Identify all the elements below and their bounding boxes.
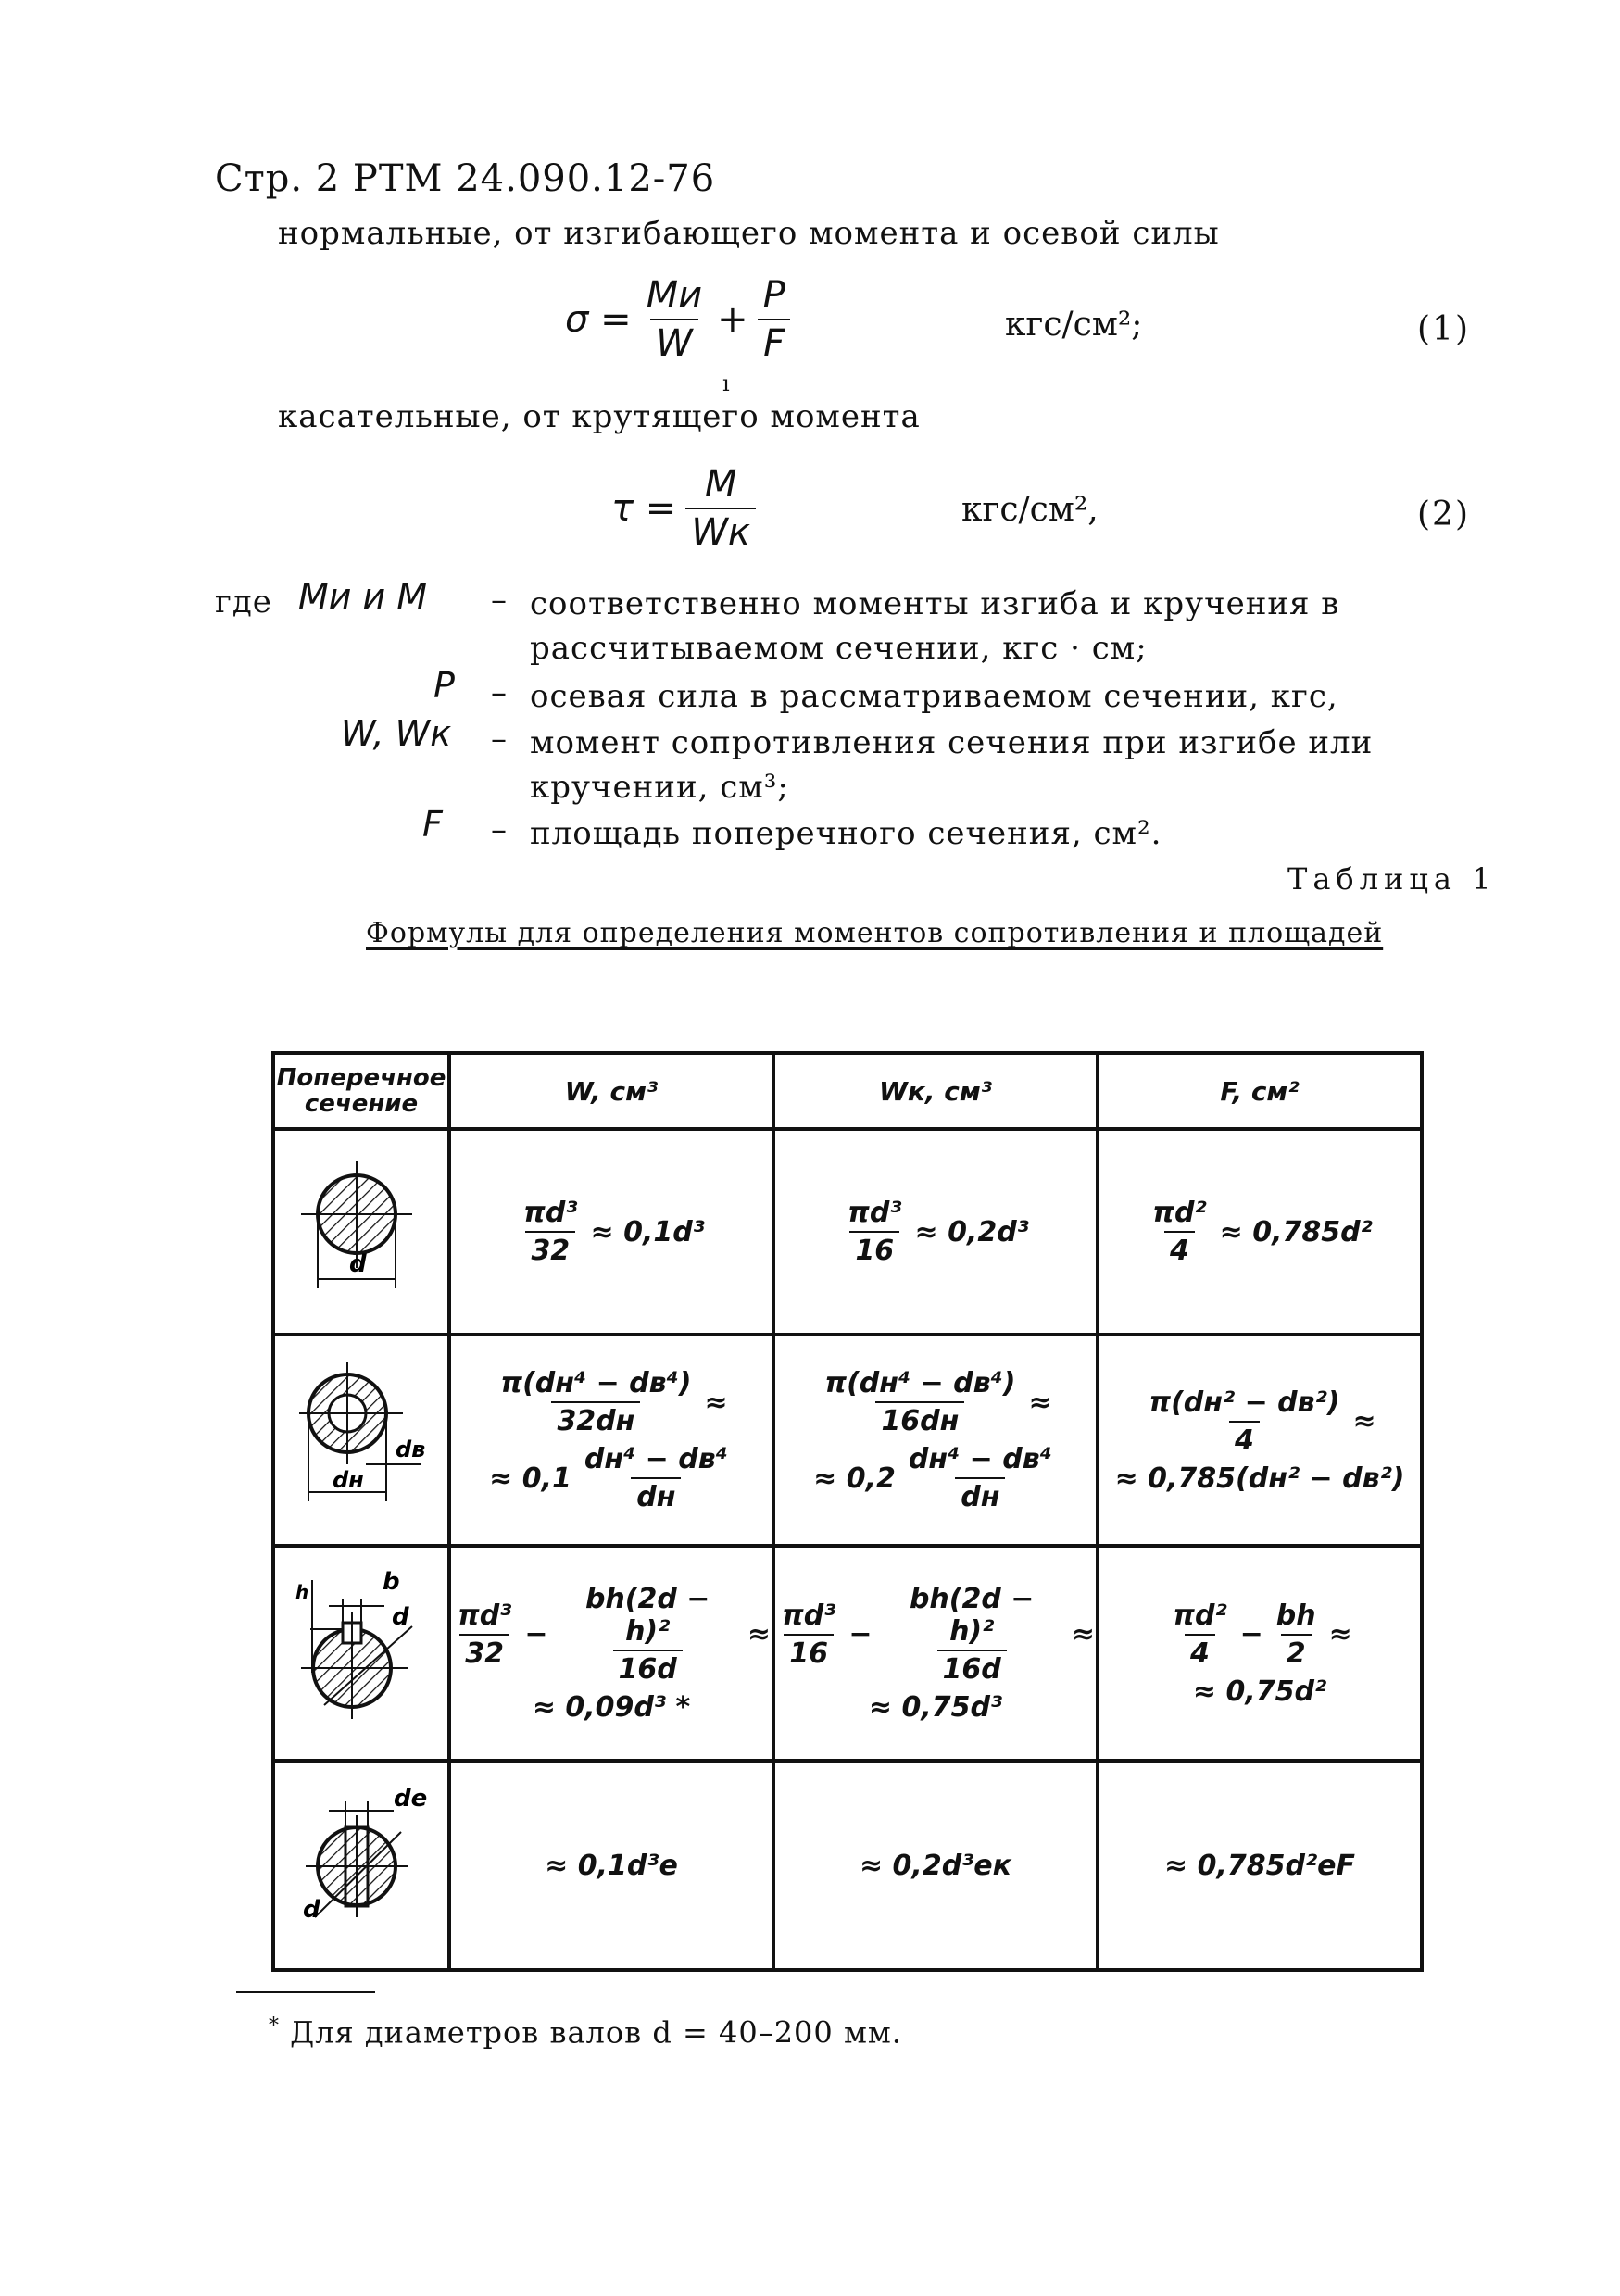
legend-text-resistance-cont: кручении, см³; <box>530 769 789 806</box>
svg-text:b: b <box>383 1568 400 1596</box>
table-row <box>273 1129 1422 1335</box>
eq2-num: M <box>704 463 737 506</box>
legend-text-force: осевая сила в рассматриваемом сечении, кгс, <box>530 678 1338 715</box>
cell-w-solid: $\frac{\text{πd³}}{32}$ ≈ 0,1d³ <box>449 1129 773 1335</box>
page-header: Стр. 2 РТМ 24.090.12-76 <box>215 157 716 200</box>
section-keyway-circle <box>273 1546 449 1761</box>
solid-circle-icon <box>292 1149 431 1307</box>
eq1-num2: P <box>762 274 785 317</box>
cell-wk-hollow: $\frac{\text{π(dн⁴ − dв⁴)}}{16dн}$ ≈ ≈ 0,2 $\frac{\text{dн⁴ − dв⁴}}{dн}$ <box>773 1335 1098 1546</box>
legend-text-moments: соответственно моменты изгиба и кручения в <box>530 585 1340 622</box>
eq1-number: (1) <box>1417 310 1470 348</box>
legend-symbol-force: P <box>433 665 455 706</box>
legend-symbol-area: F <box>422 804 443 845</box>
footnote <box>269 2014 902 2051</box>
keyway-circle-icon <box>292 1562 431 1738</box>
section-splined-circle <box>273 1761 449 1970</box>
eq2-lhs: τ = <box>611 487 677 530</box>
cell-f-splined: ≈ 0,785d²eF <box>1098 1761 1422 1970</box>
cell-f-solid: $\frac{\text{πd²}}{4}$ ≈ 0,785d² <box>1098 1129 1422 1335</box>
header-w: W, см³ <box>449 1053 773 1129</box>
table-row <box>273 1546 1422 1761</box>
cell-w-splined: ≈ 0,1d³e <box>449 1761 773 1970</box>
eq1-plus: + <box>717 298 748 341</box>
legend-dash: – <box>491 582 507 619</box>
table-row <box>273 1761 1422 1970</box>
legend-dash: – <box>491 811 507 848</box>
equation-2 <box>611 463 756 554</box>
table-caption: Формулы для определения моментов сопротивления и площадей <box>366 917 1384 949</box>
legend-text-area: площадь поперечного сечения, см². <box>530 815 1162 852</box>
cell-f-keyway: $\frac{\text{πd²}}{4}$ − $\frac{bh}{2}$ ≈ ≈ 0,75d² <box>1098 1546 1422 1761</box>
footnote-star: * <box>269 2014 280 2038</box>
section-solid-circle <box>273 1129 449 1335</box>
cell-wk-keyway: $\frac{\text{πd³}}{16}$ − $\frac{\text{bh(2d − h)²}}{16d}$ ≈ ≈ 0,75d³ <box>773 1546 1098 1761</box>
cell-wk-solid: $\frac{\text{πd³}}{16}$ ≈ 0,2d³ <box>773 1129 1098 1335</box>
scan-mark: ı <box>722 370 730 396</box>
intro-normal-stresses: нормальные, от изгибающего момента и осевой силы <box>278 215 1220 252</box>
eq1-unit: кгс/см²; <box>1005 306 1143 344</box>
header-cross-section: Поперечное сечение <box>273 1053 449 1129</box>
cell-w-hollow: $\frac{\text{π(dн⁴ − dв⁴)}}{32dн}$ ≈ ≈ 0,1 $\frac{\text{dн⁴ − dв⁴}}{dн}$ <box>449 1335 773 1546</box>
formulas-table <box>271 1051 1424 1972</box>
hollow-circle-icon <box>292 1353 431 1520</box>
table-row <box>273 1335 1422 1546</box>
header-f: F, см² <box>1098 1053 1422 1129</box>
svg-text:de: de <box>394 1785 428 1813</box>
table-label: Таблица 1 <box>1287 861 1497 897</box>
svg-text:dв: dв <box>396 1437 426 1462</box>
eq2-number: (2) <box>1417 496 1470 533</box>
svg-text:d: d <box>392 1603 409 1631</box>
svg-text:h: h <box>295 1581 309 1603</box>
cell-f-hollow: $\frac{\text{π(dн² − dв²)}}{4}$ ≈ ≈ 0,785(dн² − dв²) <box>1098 1335 1422 1546</box>
eq1-den2: F <box>758 319 790 365</box>
svg-text:dн: dн <box>333 1467 364 1493</box>
legend-text-resistance: момент сопротивления сечения при изгибе или <box>530 724 1374 761</box>
eq1-fraction-moment <box>641 274 709 365</box>
eq1-den1: W <box>650 319 698 365</box>
eq2-unit: кгс/см², <box>961 491 1099 529</box>
legend-dash: – <box>491 721 507 758</box>
table-header-row <box>273 1053 1422 1129</box>
cell-w-keyway: $\frac{\text{πd³}}{32}$ − $\frac{\text{bh(2d − h)²}}{16d}$ ≈ ≈ 0,09d³ * <box>449 1546 773 1761</box>
svg-text:d: d <box>303 1896 320 1924</box>
legend-dash: – <box>491 674 507 711</box>
header-wk: Wк, см³ <box>773 1053 1098 1129</box>
legend-where: где <box>215 583 272 621</box>
splined-circle-icon <box>292 1778 431 1945</box>
footnote-separator <box>236 1991 375 1993</box>
legend-symbol-moments: Mи и M <box>298 576 428 617</box>
eq2-den: Wк <box>685 508 756 554</box>
section-hollow-circle <box>273 1335 449 1546</box>
equation-1 <box>565 274 791 365</box>
eq1-num1: Mи <box>646 274 703 317</box>
legend-text-moments-cont: рассчитываемом сечении, кгс · см; <box>530 630 1148 667</box>
eq1-lhs: σ = <box>565 298 632 341</box>
legend-symbol-resistance: W, Wк <box>341 713 452 754</box>
eq2-fraction <box>685 463 756 554</box>
intro-tangential-stresses: касательные, от крутящего момента <box>278 398 921 435</box>
eq1-fraction-force <box>758 274 791 365</box>
footnote-text: Для диаметров валов d = 40–200 мм. <box>290 2014 902 2051</box>
cell-wk-splined: ≈ 0,2d³eк <box>773 1761 1098 1970</box>
svg-text:d: d <box>349 1250 367 1278</box>
